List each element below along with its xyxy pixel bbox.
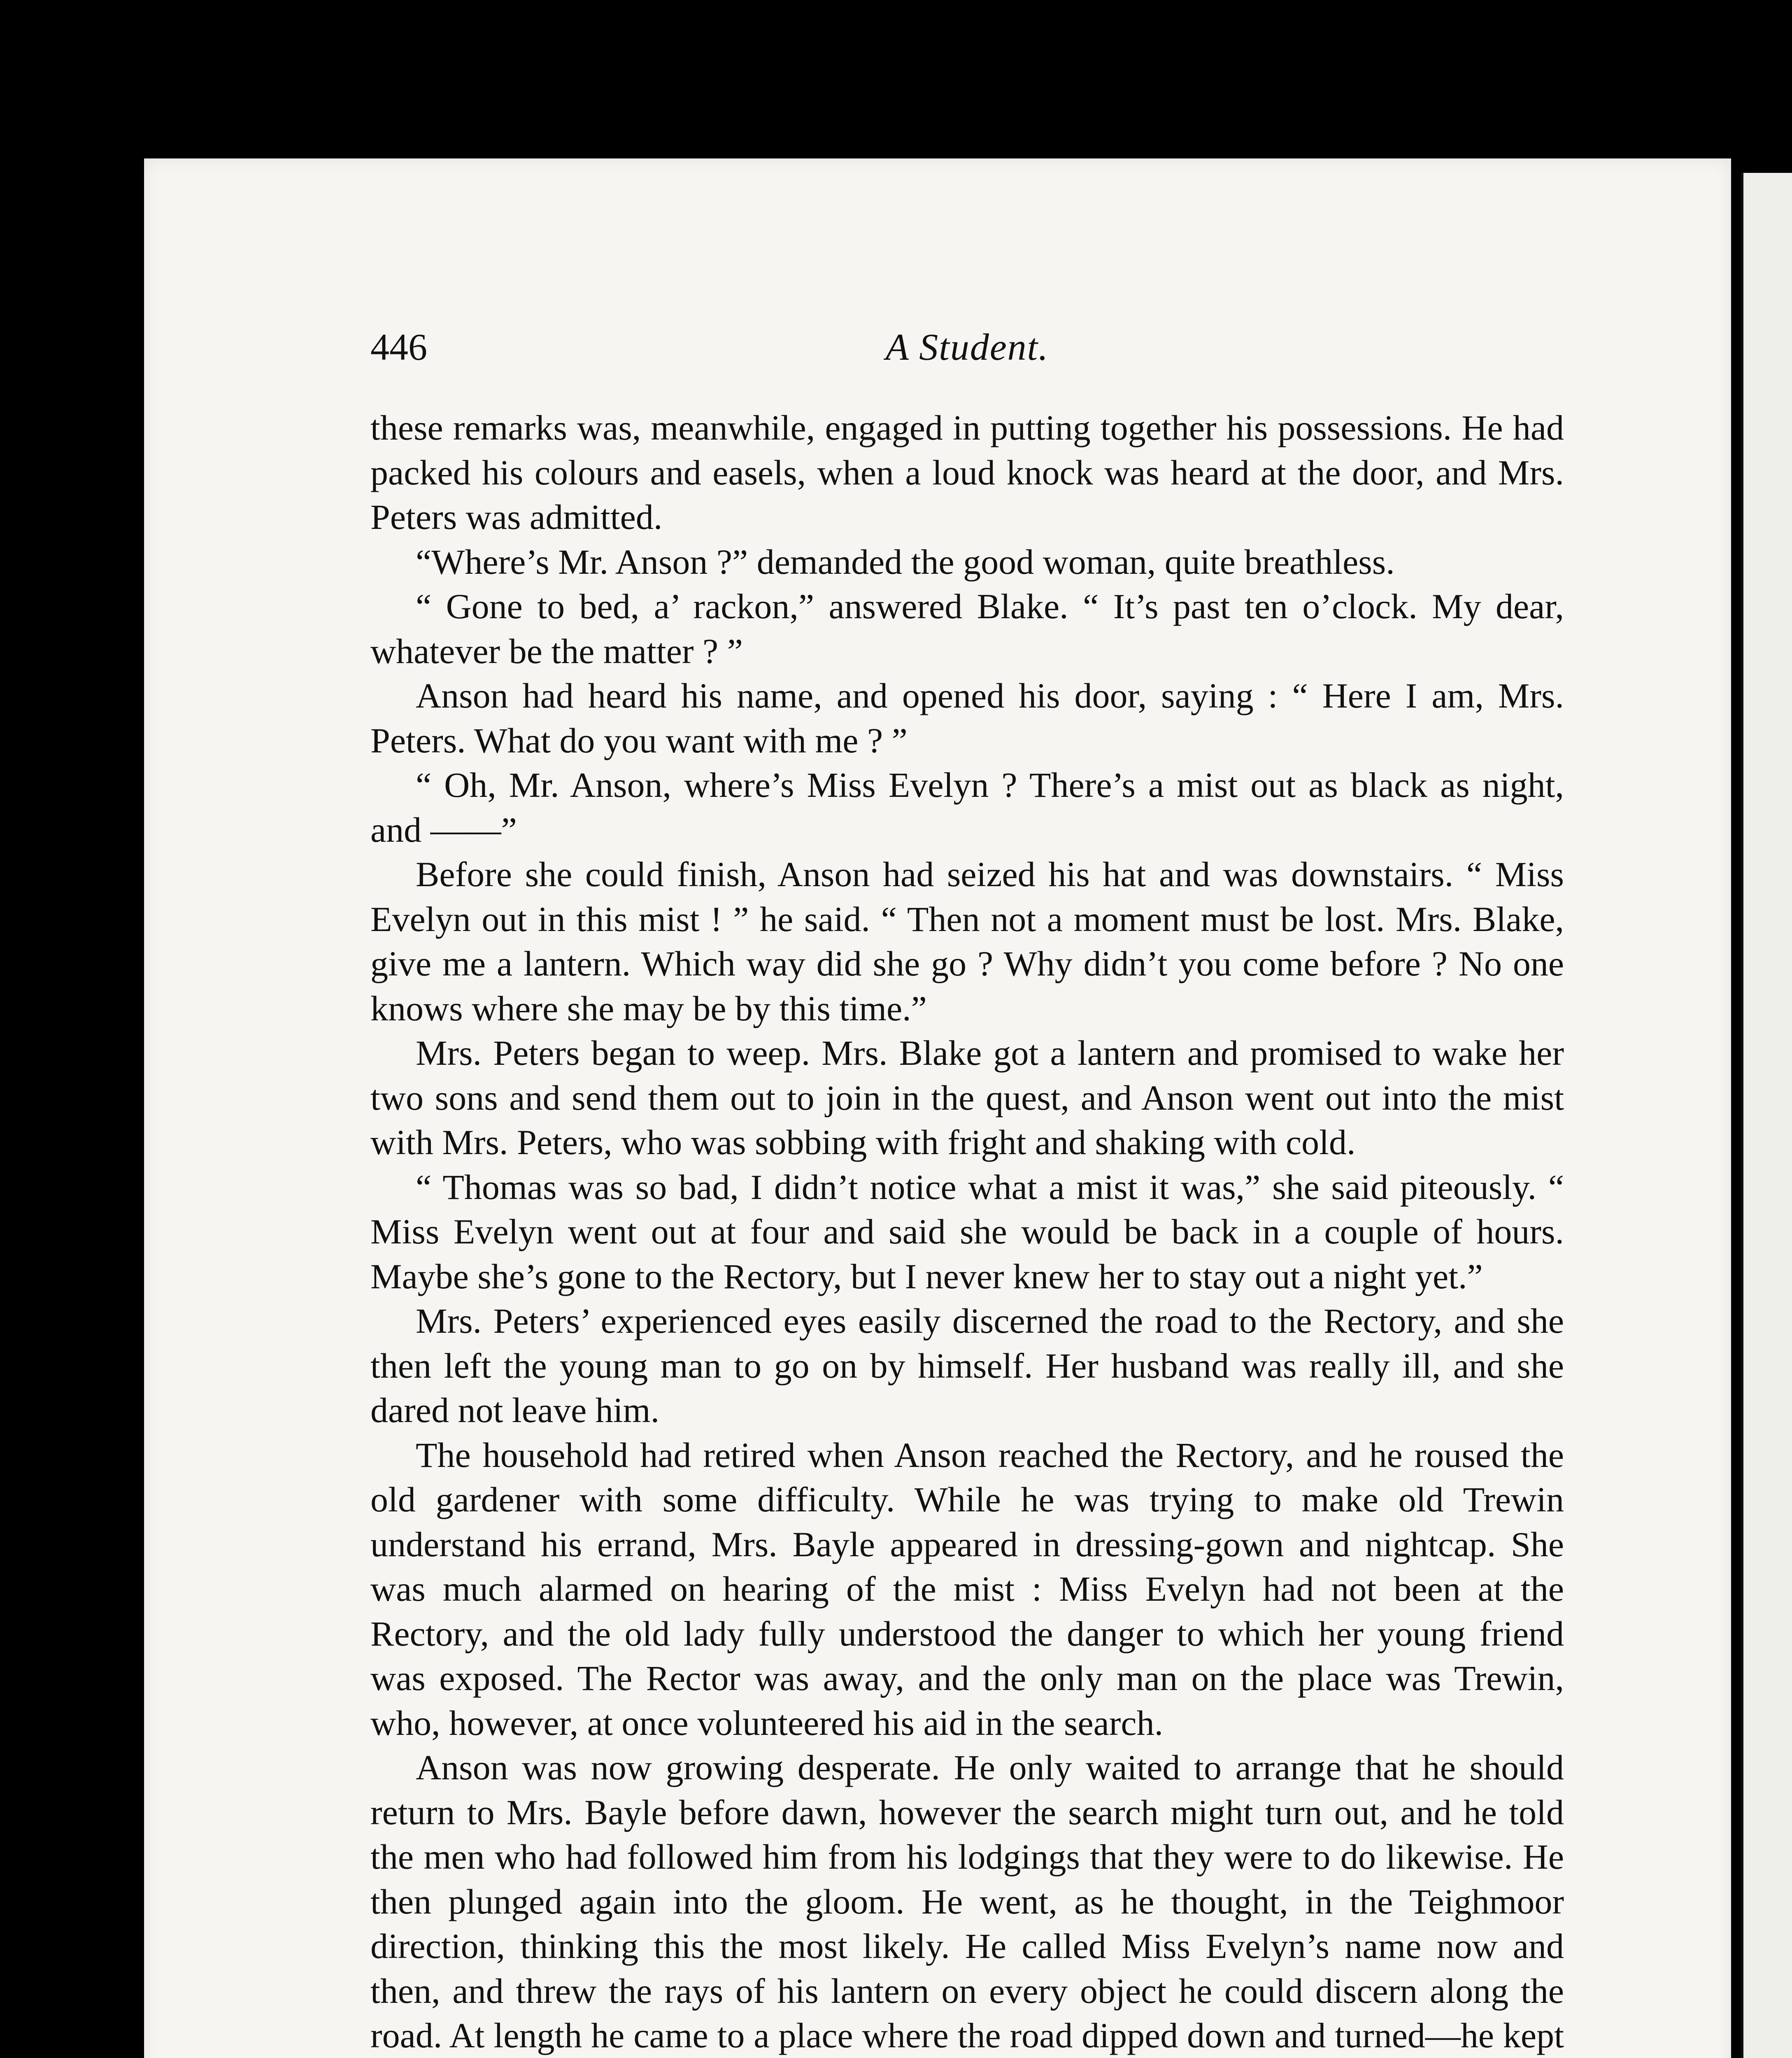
paragraph: these remarks was, meanwhile, engaged in putting together his possessions. He had packed his colours and easels, when a loud knock was heard at the door, and Mrs. Peters was admitted. [370,408,1564,537]
paragraph: The household had retired when Anson reached the Rectory, and he roused the old gardener with some difficulty. While he was trying to make old Trewin understand his errand, Mrs. Bayle appeared in dressing-gown and nightcap. She was much alarmed on hearing of the mist : Miss Evelyn had not been at the Rectory, and the old lady fully understood the danger to which her young friend was exposed. The Rector was away, and the only man on the place was Trewin, who, however, at once volunteered his aid in the search. [370,1435,1564,1743]
paragraph: “ Oh, Mr. Anson, where’s Miss Evelyn ? There’s a mist out as black as night, and ——” [370,765,1564,850]
adjacent-page-edge [1741,173,1792,2058]
paragraph: “ Gone to bed, a’ rackon,” answered Blake. “ It’s past ten o’clock. My dear, whatever be the matter ? ” [370,587,1564,671]
paragraph: Mrs. Peters’ experienced eyes easily discerned the road to the Rectory, and she then left the young man to go on by himself. Her husband was really ill, and she dared not leave him. [370,1301,1564,1430]
page-header [370,325,1564,383]
paragraph: Anson had heard his name, and opened his door, saying : “ Here I am, Mrs. Peters. What do you want with me ? ” [370,676,1564,760]
page-number: 446 [370,326,427,368]
paragraph: Anson was now growing desperate. He only waited to arrange that he should return to Mrs. Bayle before dawn, however the search might turn out, and he told the men who had followed him from his lodgings that they were to do likewise. He then plunged again into the gloom. He went, as he thought, in the Teighmoor direction, thinking this the most likely. He called Miss Evelyn’s name now and then, and threw the rays of his lantern on every object he could discern along the road. At length he came to a place where the road dipped down and turned—he kept [370,1748,1564,2055]
paragraph: Before she could finish, Anson had seized his hat and was downstairs. “ Miss Evelyn out in this mist ! ” he said. “ Then not a moment must be lost. Mrs. Blake, give me a lantern. Which way did she go ? Why didn’t you come before ? No one knows where she may be by this time.” [370,854,1564,1028]
running-title: A Student. [885,326,1049,368]
body-text [370,405,1564,2058]
paragraph: “ Thomas was so bad, I didn’t notice what a mist it was,” she said piteously. “ Miss Evelyn went out at four and said she would be back in a couple of hours. Maybe she’s gone to the Rectory, but I never knew her to stay out a night yet.” [370,1167,1564,1296]
paragraph: Mrs. Peters began to weep. Mrs. Blake got a lantern and promised to wake her two sons and send them out to join in the quest, and Anson went out into the mist with Mrs. Peters, who was sobbing with fright and shaking with cold. [370,1033,1564,1162]
paragraph: “Where’s Mr. Anson ?” demanded the good woman, quite breathless. [416,542,1395,582]
